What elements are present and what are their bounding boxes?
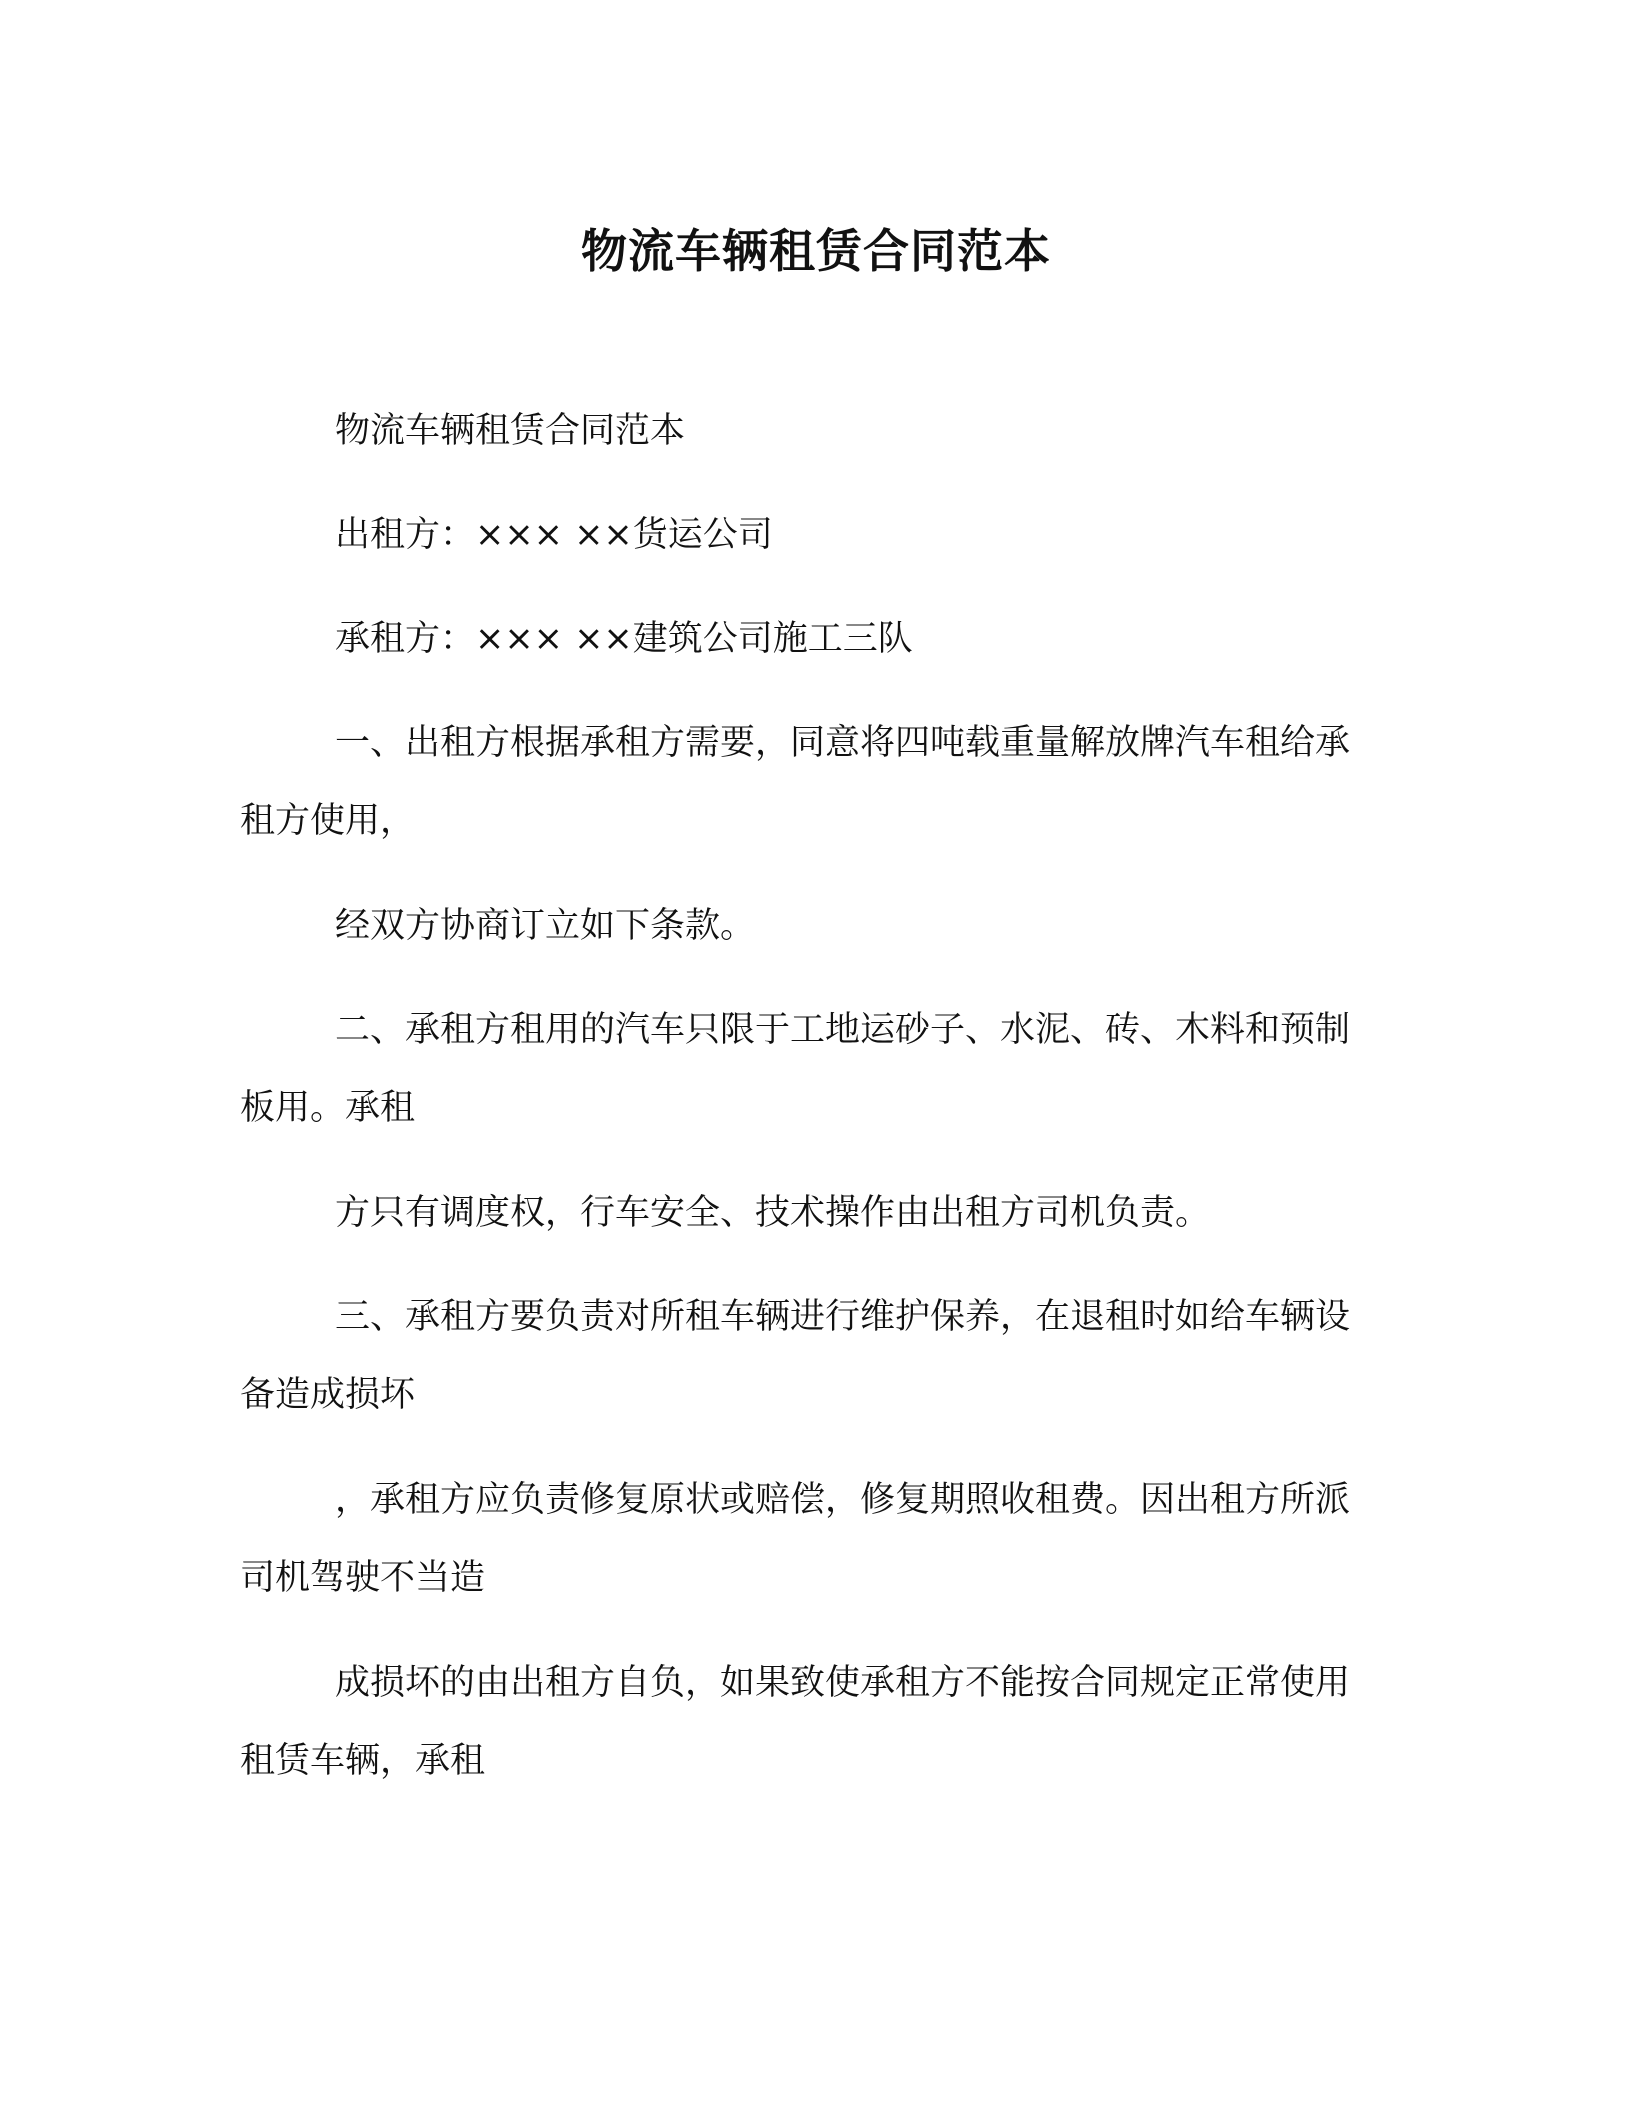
paragraph-clause-2-cont: 方只有调度权，行车安全、技术操作由出租方司机负责。 [335,1193,1211,1233]
paragraph-clause-3-cont-1: ，承租方应负责修复原状或赔偿，修复期照收租费。因出租方所派司机驾驶不当造 [240,1480,1351,1598]
paragraph-clause-2: 二、承租方租用的汽车只限于工地运砂子、水泥、砖、木料和预制板用。承租 [240,1010,1351,1128]
paragraph-clause-3-cont-2: 成损坏的由出租方自负，如果致使承租方不能按合同规定正常使用租赁车辆，承租 [240,1663,1351,1781]
paragraph-clause-3: 三、承租方要负责对所租车辆进行维护保养，在退租时如给车辆设备造成损坏 [240,1297,1351,1415]
paragraph-clause-1: 一、出租方根据承租方需要，同意将四吨载重量解放牌汽车租给承租方使用， [240,723,1351,841]
document-title: 物流车辆租赁合同范本 [581,224,1051,278]
paragraph-heading: 物流车辆租赁合同范本 [335,411,686,451]
paragraph-lessor: 出租方：××× ××货运公司 [335,515,773,555]
document-body [240,392,1380,1827]
paragraph-clause-1-cont: 经双方协商订立如下条款。 [335,906,756,946]
paragraph-lessee: 承租方：××× ××建筑公司施工三队 [335,619,913,659]
